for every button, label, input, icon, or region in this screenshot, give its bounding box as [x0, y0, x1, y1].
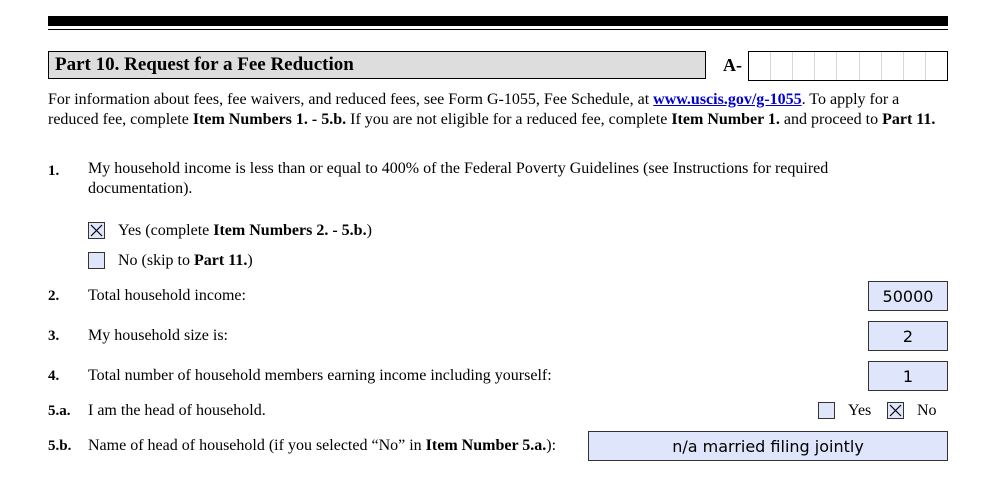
item-5a-number: 5.a. [48, 403, 71, 419]
intro-bold-3: Part 11. [882, 111, 936, 128]
item-1-text: My household income is less than or equal to 400% of the Federal Poverty Guidelines (see Instructions for required documentation). [88, 160, 829, 197]
item-1-number: 1. [48, 163, 60, 179]
item-1-no-checkbox[interactable] [88, 252, 105, 269]
fee-schedule-link[interactable]: www.uscis.gov/g-1055 [653, 91, 802, 108]
head-of-household-no-checkbox[interactable] [887, 402, 904, 419]
yes-label-bold: Item Numbers 2. - 5.b. [213, 222, 367, 239]
intro-bold-2: Item Number 1. [671, 111, 780, 128]
intro-paragraph [48, 90, 953, 130]
item-4-number: 4. [48, 368, 60, 384]
item-1-no-label [118, 251, 253, 271]
item-5b-label-pre: Name of head of household (if you selected “No” in [88, 437, 426, 454]
intro-text-2: . To apply for a reduced fee, complete [48, 91, 900, 128]
top-rule-thick [48, 16, 948, 26]
household-income-field[interactable]: 50000 [868, 281, 948, 311]
checkmark-x-icon [90, 224, 103, 237]
item-5b-number: 5.b. [48, 438, 72, 454]
item-1-yes-label [118, 221, 372, 241]
no-label-bold: Part 11. [194, 252, 248, 269]
item-3-number: 3. [48, 328, 60, 344]
item-2-number: 2. [48, 288, 60, 304]
intro-text-4: and proceed to [779, 111, 883, 128]
no-label-post: ) [247, 252, 253, 269]
item-1-yes-checkbox[interactable] [88, 222, 105, 239]
part-title: Part 10. Request for a Fee Reduction [48, 51, 706, 79]
head-of-household-name-field[interactable]: n/a married filing jointly [588, 431, 948, 461]
intro-text-1: For information about fees, fee waivers, and reduced fees, see Form G-1055, Fee Schedule, at [48, 91, 654, 108]
household-size-field[interactable]: 2 [868, 321, 948, 351]
yes-label-pre: Yes (complete [118, 222, 214, 239]
earning-members-field[interactable]: 1 [868, 361, 948, 391]
item-2-label: Total household income: [88, 287, 246, 304]
top-rule-thin [48, 29, 948, 30]
head-of-household-no-label: No [917, 402, 937, 419]
head-of-household-yes-label: Yes [848, 402, 872, 419]
item-5b-label [88, 436, 556, 456]
item-4-label: Total number of household members earning income including yourself: [88, 367, 552, 384]
item-5a-label: I am the head of household. [88, 402, 266, 419]
item-5b-label-post: ): [546, 437, 557, 454]
head-of-household-yes-checkbox[interactable] [818, 402, 835, 419]
no-label-pre: No (skip to [118, 252, 194, 269]
intro-text-3: If you are not eligible for a reduced fee, complete [346, 111, 672, 128]
a-number-label: A- [723, 55, 742, 75]
intro-bold-1: Item Numbers 1. - 5.b. [192, 111, 347, 128]
a-number-input[interactable] [748, 51, 948, 81]
yes-label-post: ) [366, 222, 372, 239]
item-3-label: My household size is: [88, 327, 228, 344]
item-5b-label-bold: Item Number 5.a. [425, 437, 547, 454]
checkmark-x-icon [889, 404, 902, 417]
